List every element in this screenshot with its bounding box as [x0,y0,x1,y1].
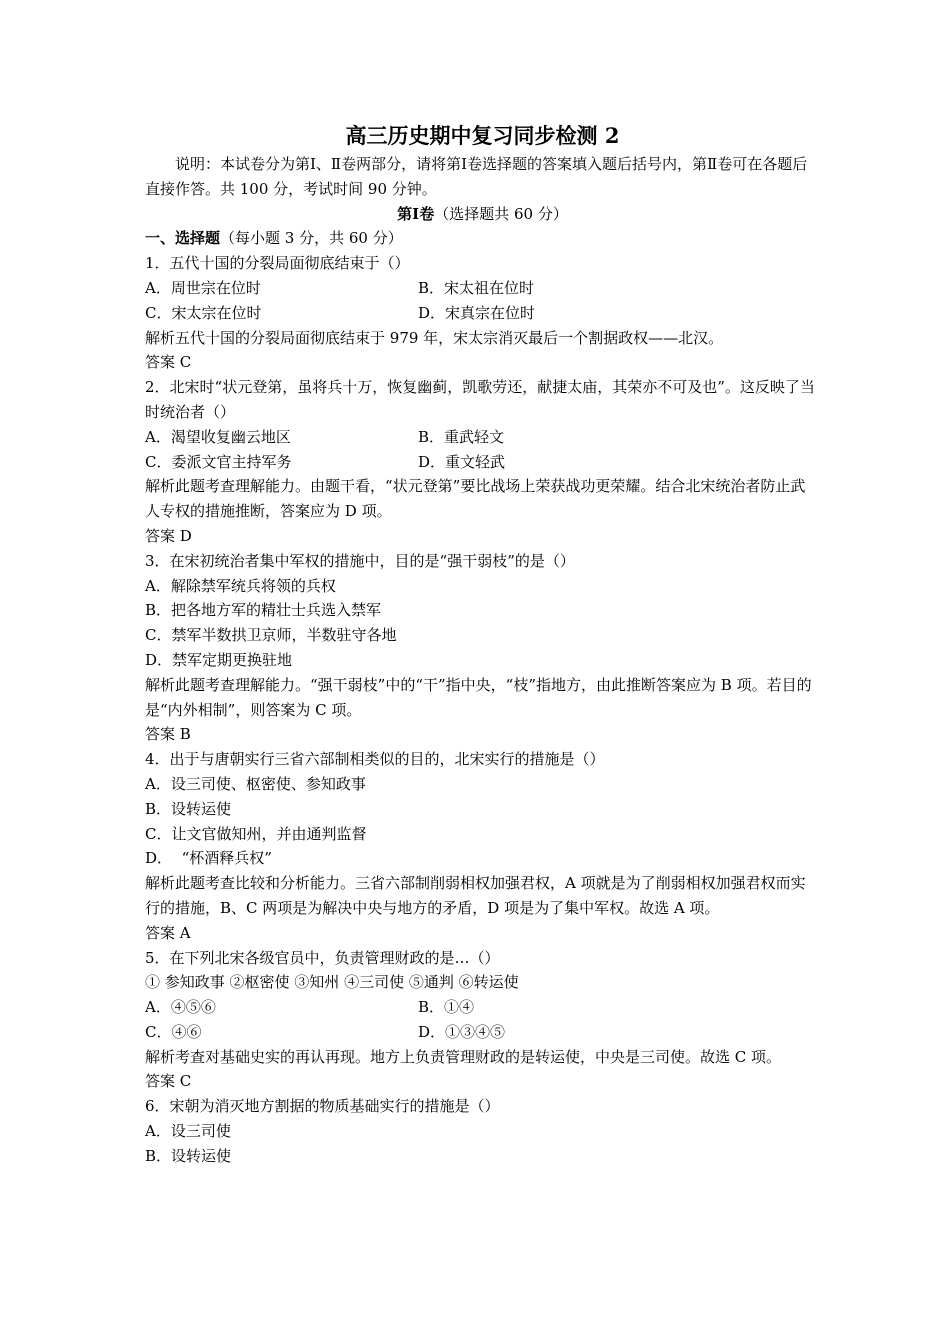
question-stem: 1．五代十国的分裂局面彻底结束于（） [145,254,410,273]
answer-text: 答案 C [145,1072,192,1091]
option-row [145,450,820,475]
question-3 [145,549,820,747]
option-a: A．渴望收复幽云地区 [145,427,291,446]
option-c: C．宋太宗在位时 [145,303,262,322]
part-heading-detail: （每小题 3 分，共 60 分） [220,229,403,248]
option-d: D．宋真宗在位时 [418,303,536,322]
option-d: D．①③④⑤ [418,1022,506,1041]
option-d: D．重文轻武 [418,452,506,471]
question-4 [145,747,820,945]
option-row [145,301,820,326]
option-d: D．禁军定期更换驻地 [145,650,293,669]
section-heading-detail: （选择题共 60 分） [434,204,568,223]
answer-text: 答案 B [145,725,191,744]
part-heading-label: 一、选择题 [145,229,221,248]
section-heading [145,202,820,227]
question-stem: 6．宋朝为消灭地方割据的物质基础实行的措施是（） [145,1097,500,1116]
analysis-text: 解析此题考查理解能力。“强干弱枝”中的“干”指中央，“枝”指地方，由此推断答案应为 B 项。若目的是“内外相制”，则答案为 C 项。 [145,675,812,719]
option-b: B．①④ [418,998,475,1017]
option-c: C．委派文官主持军务 [145,452,292,471]
question-2 [145,375,820,549]
option-b: B．重武轻文 [418,427,505,446]
option-row [145,425,820,450]
question-5 [145,946,820,1095]
analysis-text: 解析五代十国的分裂局面彻底结束于 979 年，宋太宗消灭最后一个割据政权——北汉。 [145,328,724,347]
answer-text: 答案 C [145,353,192,372]
choice-list: ① 参知政事 ②枢密使 ③知州 ④三司使 ⑤通判 ⑥转运使 [145,973,519,992]
option-c: C．让文官做知州，并由通判监督 [145,824,367,843]
question-stem: 4．出于与唐朝实行三省六部制相类似的目的，北宋实行的措施是（） [145,750,605,769]
option-a: A．解除禁军统兵将领的兵权 [145,576,336,595]
option-b: B．把各地方军的精壮士兵选入禁军 [145,601,382,620]
answer-text: 答案 D [145,526,192,545]
option-row [145,276,820,301]
option-b: B．设转运使 [145,799,232,818]
question-stem: 5．在下列北宋各级官员中，负责管理财政的是…（） [145,948,500,967]
option-a: A．④⑤⑥ [145,998,216,1017]
section-heading-label: 第Ⅰ卷 [397,204,435,223]
option-c: C．禁军半数拱卫京师，半数驻守各地 [145,626,397,645]
analysis-text: 解析考查对基础史实的再认再现。地方上负责管理财政的是转运使，中央是三司使。故选 C 项。 [145,1047,782,1066]
option-a: A．设三司使 [145,1122,231,1141]
option-b: B．设转运使 [145,1146,232,1165]
option-a: A．设三司使、枢密使、参知政事 [145,774,366,793]
option-row [145,995,820,1020]
question-1 [145,251,820,375]
analysis-text: 解析此题考查理解能力。由题干看，“状元登第”要比战场上荣获战功更荣耀。结合北宋统治者防止武人专权的措施推断，答案应为 D 项。 [145,477,806,521]
question-stem: 3．在宋初统治者集中军权的措施中，目的是“强干弱枝”的是（） [145,551,575,570]
part-heading [145,226,820,251]
question-6 [145,1094,820,1168]
analysis-text: 解析此题考查比较和分析能力。三省六部制削弱相权加强君权，A 项就是为了削弱相权加强君权而实行的措施，B、C 两项是为解决中央与地方的矛盾，D 项是为了集中军权。故选 A 项。 [145,874,806,917]
option-c: C．④⑥ [145,1022,202,1041]
option-a: A．周世宗在位时 [145,278,261,297]
option-row [145,1020,820,1045]
question-stem: 2．北宋时“状元登第，虽将兵十万，恢复幽蓟，凯歌劳还，献捷太庙，其荣亦不可及也”。这反映了当时统治者（） [145,378,815,421]
answer-text: 答案 A [145,923,191,942]
document-body [145,121,820,1169]
page-title: 高三历史期中复习同步检测 2 [345,123,620,148]
option-b: B．宋太祖在位时 [418,278,535,297]
option-d: D． “杯酒释兵权” [145,849,272,868]
exam-instructions: 说明：本试卷分为第Ⅰ、Ⅱ卷两部分，请将第Ⅰ卷选择题的答案填入题后括号内，第Ⅱ卷可在各题后直接作答。共 100 分，考试时间 90 分钟。 [145,155,808,198]
